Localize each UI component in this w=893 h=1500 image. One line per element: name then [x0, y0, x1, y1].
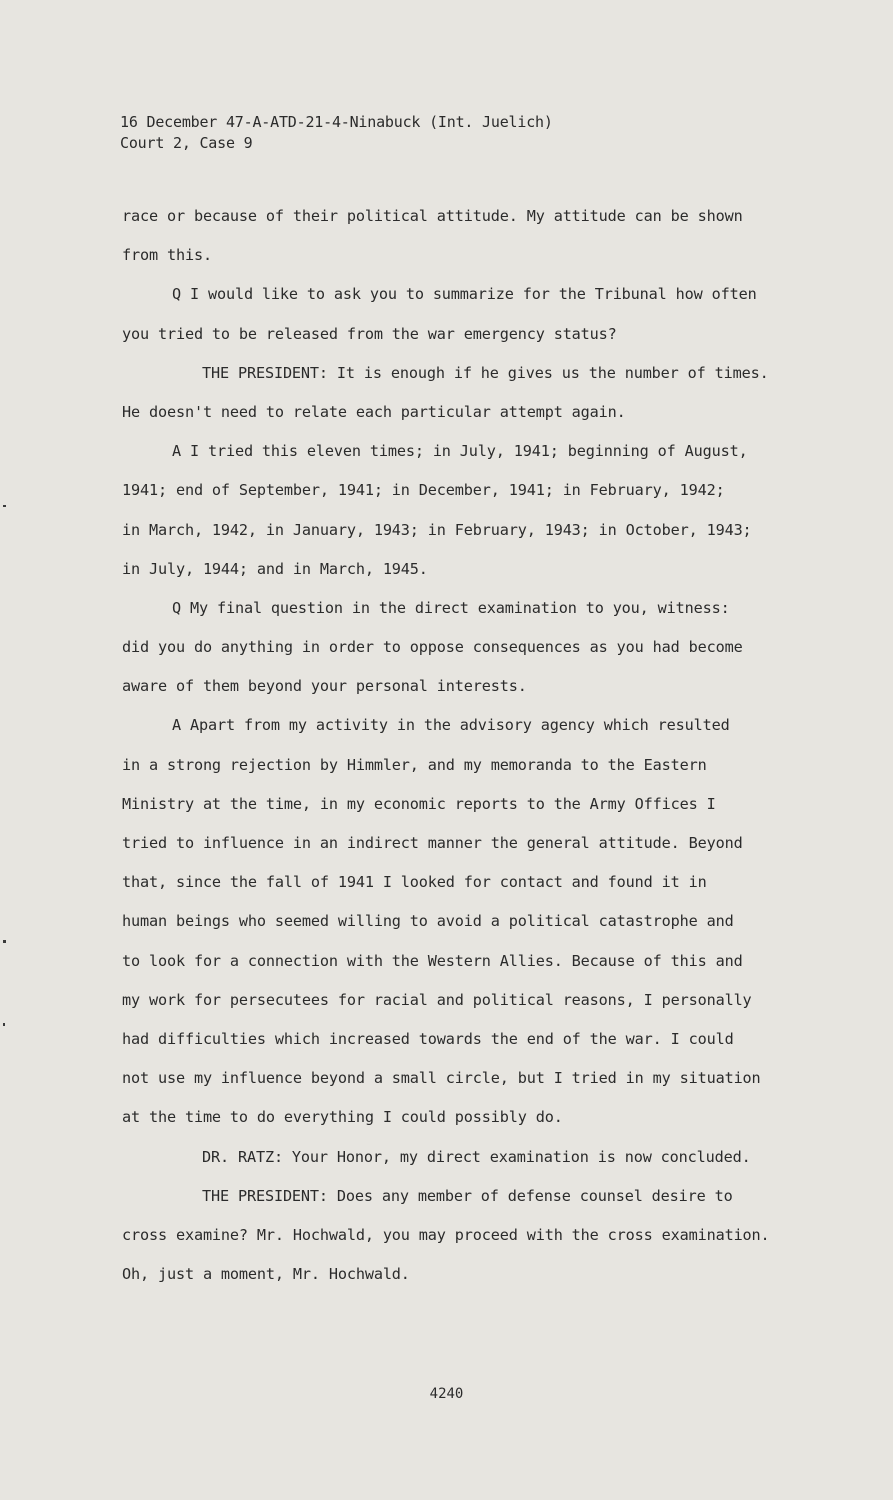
scan-mark [3, 1023, 5, 1026]
text-line: THE PRESIDENT: It is enough if he gives us the number of times. [202, 363, 769, 382]
header-line-1: 16 December 47-A-ATD-21-4-Ninabuck (Int. Juelich) [120, 113, 553, 131]
text-line: you tried to be released from the war emergency status? [122, 324, 617, 343]
text-line: in a strong rejection by Himmler, and my memoranda to the Eastern [122, 755, 707, 774]
text-line: from this. [122, 246, 212, 265]
transcript-body [122, 204, 822, 1301]
text-line: did you do anything in order to oppose consequences as you had become [122, 638, 743, 657]
text-line: that, since the fall of 1941 I looked for contact and found it in [122, 873, 707, 892]
text-line: had difficulties which increased towards the end of the war. I could [122, 1029, 734, 1048]
document-header [120, 112, 553, 154]
text-line: aware of them beyond your personal interests. [122, 677, 527, 696]
text-line: A Apart from my activity in the advisory agency which resulted [172, 716, 730, 735]
text-line: 1941; end of September, 1941; in December, 1941; in February, 1942; [122, 481, 725, 500]
text-line: human beings who seemed willing to avoid a political catastrophe and [122, 912, 734, 931]
text-line: THE PRESIDENT: Does any member of defense counsel desire to [202, 1186, 733, 1205]
text-line: race or because of their political attitude. My attitude can be shown [122, 207, 743, 225]
text-line: Q My final question in the direct examination to you, witness: [172, 598, 730, 617]
text-line: Ministry at the time, in my economic reports to the Army Offices I [122, 794, 716, 813]
text-line: my work for persecutees for racial and political reasons, I personally [122, 990, 752, 1009]
header-line-2: Court 2, Case 9 [120, 134, 253, 152]
text-line: to look for a connection with the Western Allies. Because of this and [122, 951, 743, 970]
text-line: at the time to do everything I could possibly do. [122, 1108, 563, 1127]
text-line: Q I would like to ask you to summarize for the Tribunal how often [172, 285, 757, 304]
text-line: He doesn't need to relate each particular attempt again. [122, 402, 626, 421]
scan-mark [3, 940, 6, 943]
scan-mark [3, 505, 6, 507]
text-line: A I tried this eleven times; in July, 1941; beginning of August, [172, 442, 748, 461]
text-line: tried to influence in an indirect manner the general attitude. Beyond [122, 834, 743, 852]
text-line: cross examine? Mr. Hochwald, you may proceed with the cross examination. [122, 1225, 770, 1244]
text-line: in July, 1944; and in March, 1945. [122, 559, 428, 578]
text-line: in March, 1942, in January, 1943; in February, 1943; in October, 1943; [122, 520, 752, 539]
text-line: not use my influence beyond a small circle, but I tried in my situation [122, 1069, 761, 1088]
text-line: DR. RATZ: Your Honor, my direct examination is now concluded. [202, 1147, 751, 1166]
text-line: Oh, just a moment, Mr. Hochwald. [122, 1265, 410, 1284]
page-number: 4240 [429, 1386, 464, 1402]
